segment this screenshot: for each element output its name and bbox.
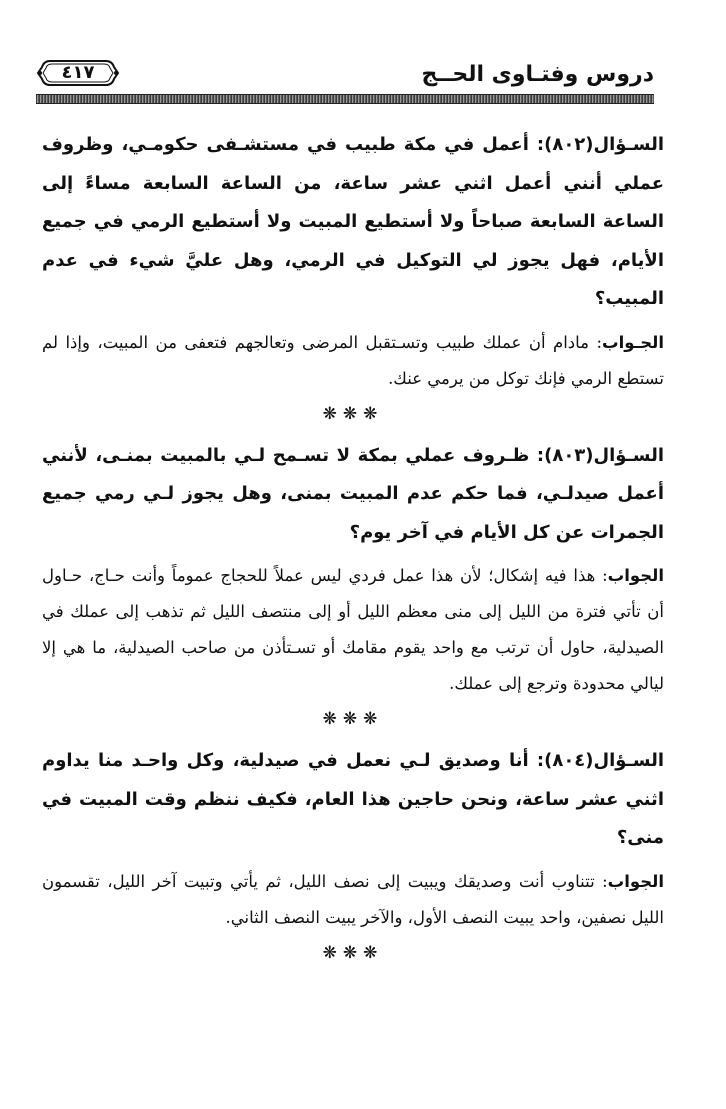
section-divider: ❋❋❋ (322, 942, 384, 963)
answer-803 (42, 558, 664, 702)
answer-label: الجـواب (602, 332, 664, 352)
running-title: دروس وفتـاوى الحــج (421, 62, 654, 87)
answer-802 (42, 325, 664, 397)
section-divider: ❋❋❋ (322, 403, 384, 424)
question-804: السـؤال(٨٠٤): أنا وصديق لـي نعمل في صيدلية، وكل واحـد منا يداوم اثني عشر ساعة، ونحن حاجين هذا العام، فكيف ننظم وقت المبيت في منى؟ (42, 750, 664, 848)
answer-label: الجواب (607, 566, 664, 585)
answer-text: : مادام أن عملك طبيب وتسـتقبل المرضى وتعالجهم فتعفى من المبيت، وإذا لم تستطع الرمي فإنك توكل من يرمي عنك. (42, 332, 664, 388)
question-802: السـؤال(٨٠٢): أعمل في مكة طبيب في مستشـفى حكومـي، وظروف عملي أنني أعمل اثني عشر ساعة، من الساعة السابعة مساءً إلى الساعة السابعة صباحاً ولا أستطيع المبيت ولا أستطيع الرمي في جميع الأيام، فهل يجوز لي التوكيل في الرمي، وهل عليَّ شيء في عدم المبيب؟ (42, 134, 664, 309)
qa-content (42, 126, 664, 976)
answer-text: : تتناوب أنت وصديقك ويبيت إلى نصف الليل، ثم يأتي وتبيت آخر الليل، تقسمون الليل نصفين، واحد يبيت النصف الأول، والآخر يبيت النصف الثاني. (42, 871, 664, 927)
answer-text: : هذا فيه إشكال؛ لأن هذا عمل فردي ليس عملاً للحجاج عموماً وأنت حـاج، حـاول أن تأتي فترة من الليل إلى منى معظم الليل أو إلى منتصف الليل ثم تذهب إلى عملك في الصيدلية، حاول أن ترتب مع واحد يقوم مقامك أو تسـتأذن من صاحب الصيدلية، ما هي إلا ليالي محدودة وترجع إلى عملك. (42, 566, 664, 693)
page-number: ٤١٧ (61, 62, 95, 83)
answer-label: الجواب (607, 871, 664, 891)
question-803: السـؤال(٨٠٣): ظـروف عملي بمكة لا تسـمح لـي بالمبيت بمنـى، لأنني أعمل صيدلـي، فما حكم عدم المبيت بمنى، وهل يجوز لـي رمي جميع الجمرات عن كل الأيام في آخر يوم؟ (42, 444, 664, 543)
answer-804 (42, 864, 664, 936)
section-divider: ❋❋❋ (322, 709, 384, 729)
header-rule (36, 94, 654, 104)
ornate-frame-icon (36, 58, 120, 88)
